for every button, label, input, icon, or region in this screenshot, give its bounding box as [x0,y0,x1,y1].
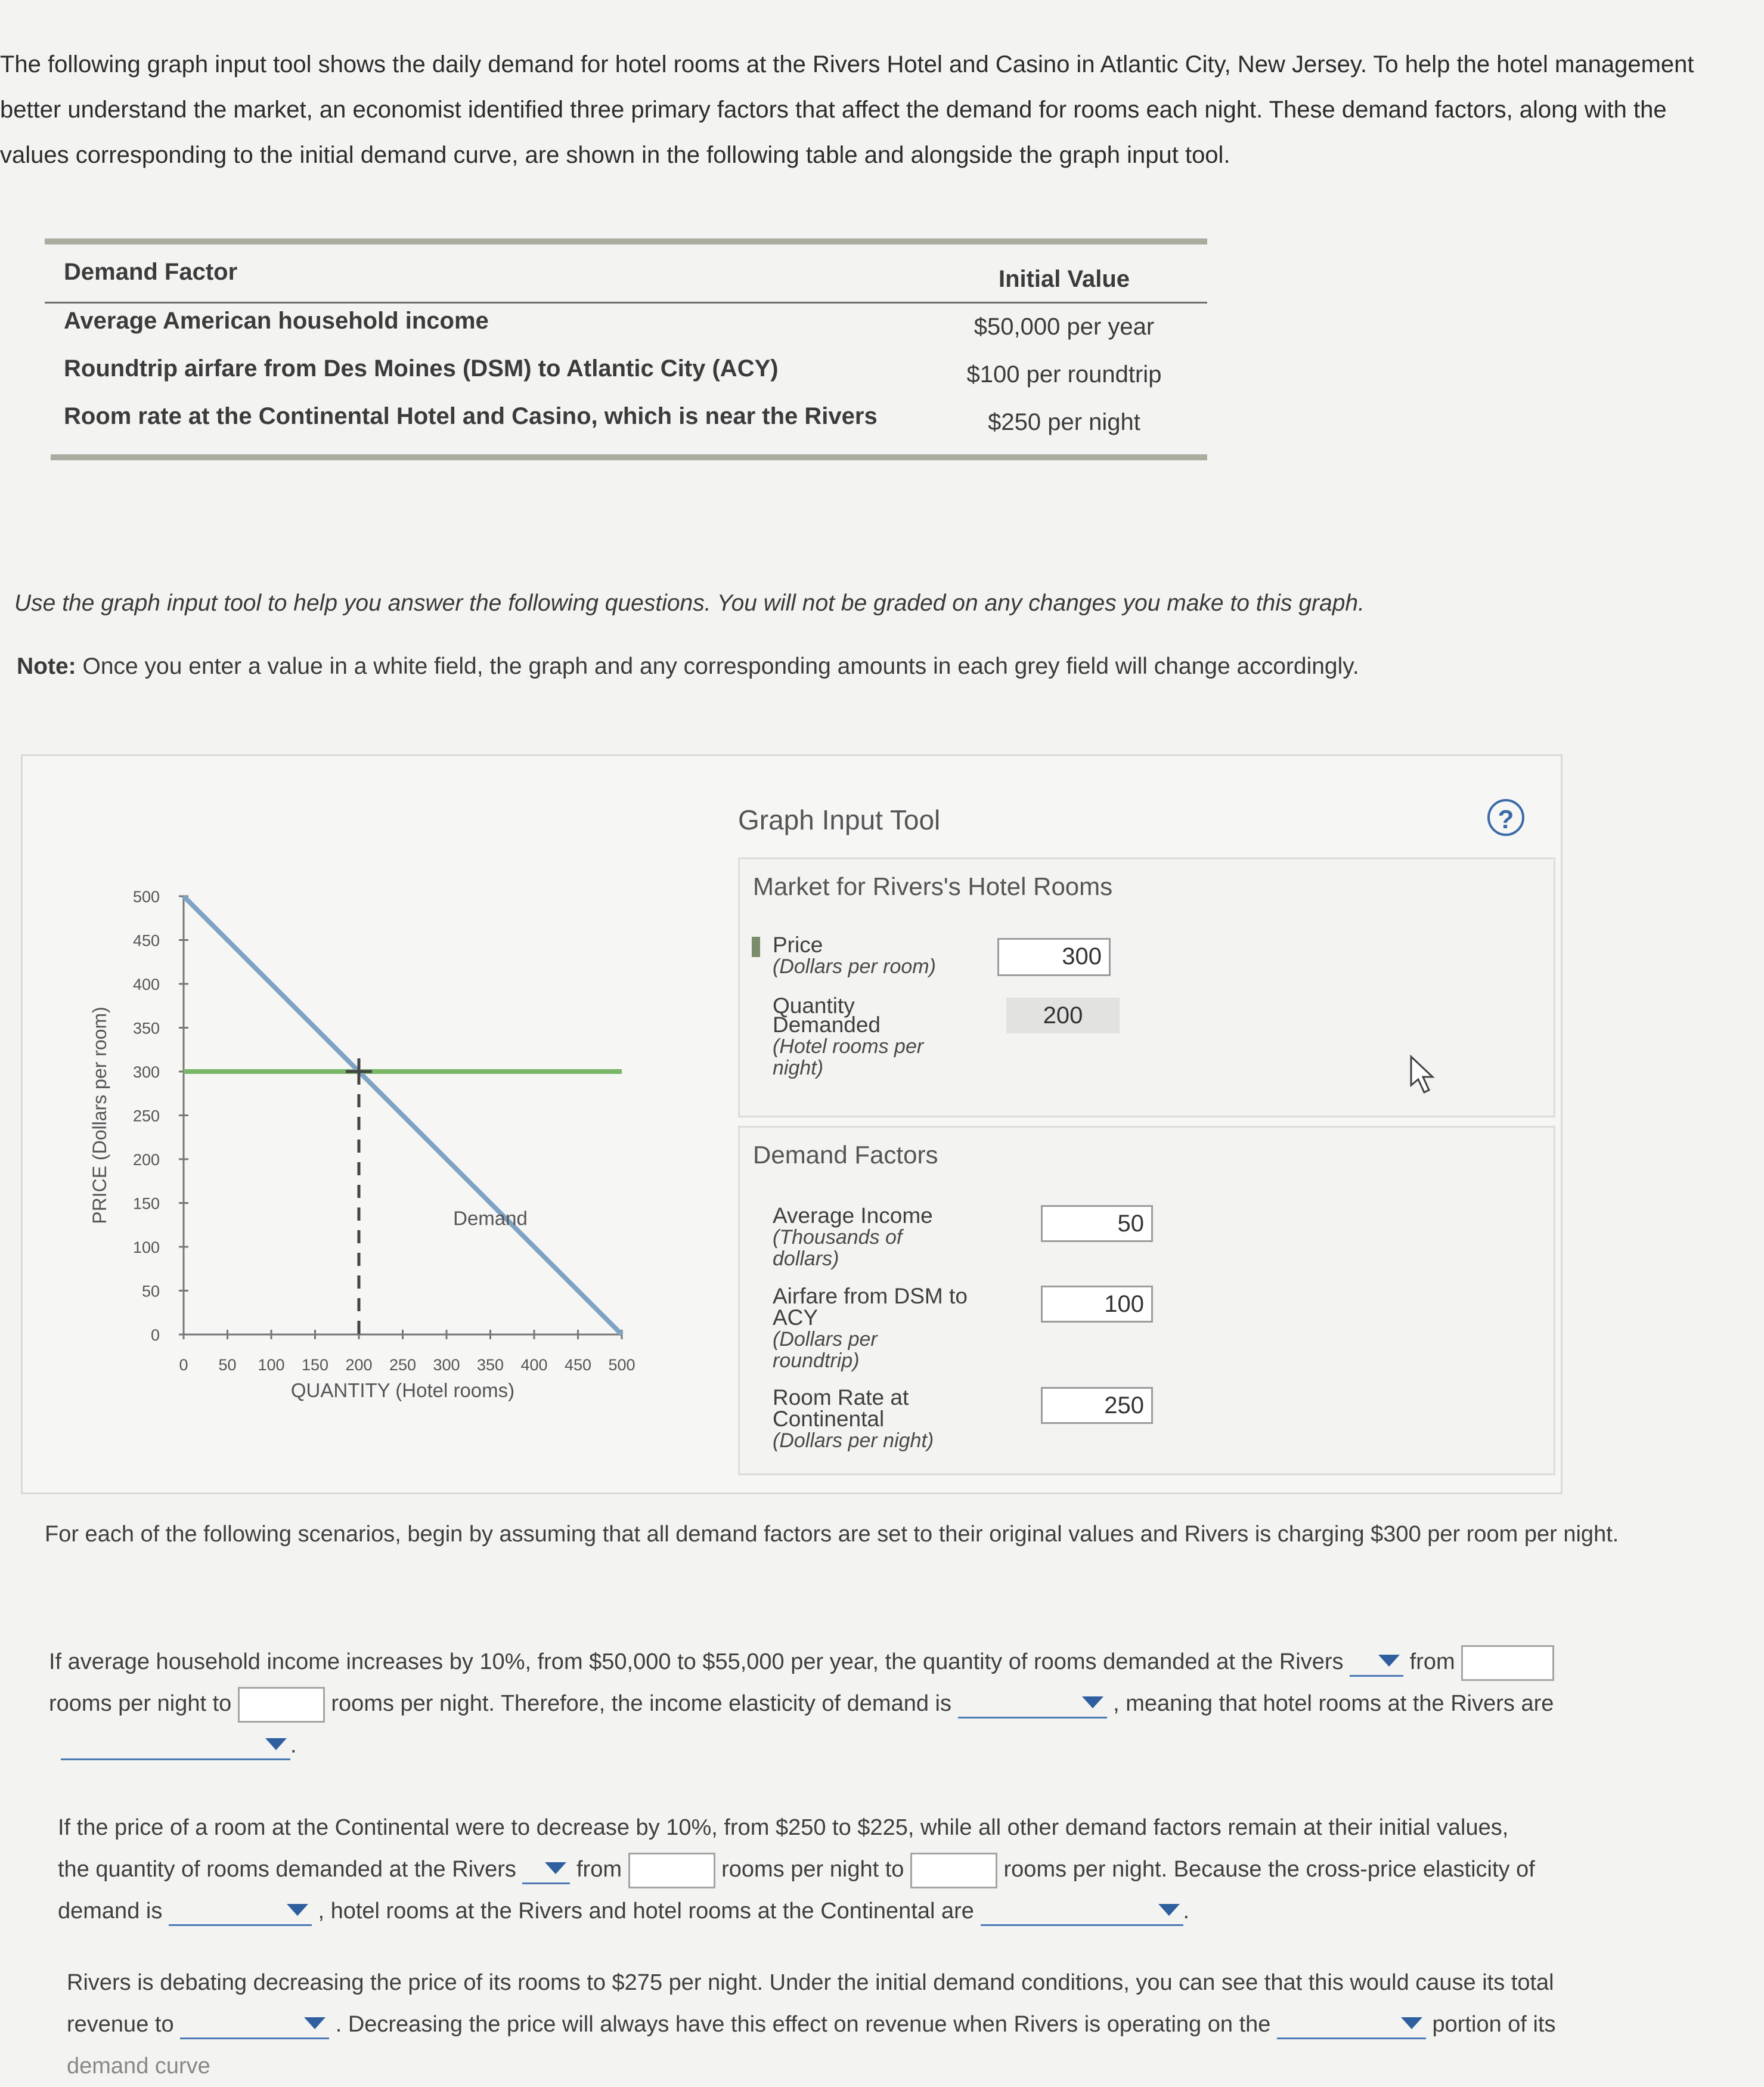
x-tick-label: 350 [476,1356,504,1374]
quantity-demanded-value: 200 [1006,998,1120,1033]
y-tick-label: 450 [132,931,160,950]
x-tick-label: 300 [433,1356,460,1374]
airfare-label-group [773,1286,968,1371]
table-header-factor: Demand Factor [64,259,238,285]
demand-chart[interactable] [35,792,726,1448]
airfare-input[interactable]: 100 [1041,1286,1153,1323]
table-rule-top [45,239,1207,244]
q2-text: , hotel rooms at the Rivers and hotel rooms at the Continental are [318,1899,974,1924]
q2-text: . [1183,1899,1190,1924]
q1-from-input[interactable] [1461,1645,1554,1681]
tool-title: Graph Input Tool [738,804,941,835]
cursor-icon [1409,1054,1439,1096]
x-tick-label: 150 [301,1356,329,1374]
room-rate-label-group [773,1387,934,1451]
q2-to-input[interactable] [910,1853,997,1888]
chevron-down-icon [265,1738,287,1750]
x-tick-label: 0 [179,1356,188,1374]
q2-elasticity-dropdown[interactable] [169,1898,312,1926]
airfare-label: ACY [773,1305,819,1330]
table-row-value: $50,000 per year [974,314,1155,340]
table-header-value: Initial Value [998,266,1130,292]
x-tick-label: 500 [608,1356,635,1374]
demand-line [184,896,622,1334]
price-marker-icon [752,937,760,957]
price-input[interactable]: 300 [997,938,1111,976]
q3-portion-dropdown[interactable] [1277,2011,1426,2039]
q2-relationship-dropdown[interactable] [981,1898,1183,1926]
y-tick-label: 150 [132,1194,160,1213]
y-tick-label: 0 [150,1326,160,1344]
chevron-down-icon [287,1904,308,1916]
table-rule-mid [45,302,1207,304]
y-tick-label: 200 [132,1151,160,1169]
q2-text: from [576,1857,622,1882]
q3-text: portion of its [1432,2012,1556,2037]
q1-good-type-dropdown[interactable] [61,1732,290,1760]
x-tick-label: 400 [520,1356,548,1374]
room-rate-input[interactable]: 250 [1041,1387,1153,1424]
airfare-sub: roundtrip) [773,1349,860,1372]
y-tick-label: 350 [132,1019,160,1038]
q3-text: Rivers is debating decreasing the price of its rooms to $275 per night. Under the initial demand conditions, you can see that this would cause its total [67,1970,1554,1995]
note-label: Note: [17,654,76,679]
room-rate-sub: (Dollars per night) [773,1429,934,1452]
price-label-group [773,934,936,977]
q2-from-input[interactable] [628,1853,715,1888]
q2-text: demand is [58,1899,163,1924]
y-axis-label: PRICE (Dollars per room) [89,1007,110,1224]
y-tick-label: 300 [132,1063,160,1081]
y-tick-label: 250 [132,1107,160,1125]
x-tick-label: 200 [345,1356,373,1374]
income-input[interactable]: 50 [1041,1205,1153,1242]
quantity-label: Demanded [773,1012,881,1037]
table-row-value: $250 per night [988,409,1140,435]
q1-text: rooms per night. Therefore, the income elasticity of demand is [331,1691,951,1716]
q2-direction-dropdown[interactable] [522,1856,570,1884]
quantity-label-group [773,995,923,1079]
airfare-label: Airfare from DSM to [773,1284,968,1308]
q3-revenue-dropdown[interactable] [180,2011,329,2039]
airfare-sub: (Dollars per [773,1328,878,1351]
q1-text: rooms per night to [49,1691,232,1716]
chevron-down-icon [1158,1904,1180,1916]
price-label: Price [773,933,823,957]
chevron-down-icon [1378,1655,1400,1667]
y-tick-label: 400 [132,976,160,993]
y-tick-label: 500 [132,888,160,906]
price-sub: (Dollars per room) [773,955,936,978]
market-title: Market for Rivers's Hotel Rooms [753,872,1113,900]
table-row-factor: Average American household income [64,308,489,334]
quantity-label: Quantity [773,993,855,1018]
chevron-down-icon [545,1862,566,1874]
demand-factors-panel [738,1126,1555,1475]
income-sub: dollars) [773,1247,839,1270]
q3-text: revenue to [67,2012,174,2037]
question-1 [49,1641,1736,1766]
table-rule-bottom [51,454,1207,460]
question-2 [58,1807,1745,1932]
instructions: Use the graph input tool to help you answer the following questions. You will not be graded on any changes you make to this graph. [14,590,1365,616]
x-tick-label: 450 [564,1356,592,1374]
q1-text: , meaning that hotel rooms at the Rivers are [1113,1691,1554,1716]
y-tick-label: 100 [132,1238,160,1256]
table-row-factor: Room rate at the Continental Hotel and Casino, which is near the Rivers [64,403,878,429]
table-row-value: $100 per roundtrip [966,361,1162,388]
x-tick-label: 250 [389,1356,417,1374]
x-axis-label: QUANTITY (Hotel rooms) [290,1379,515,1401]
demand-factor-table [45,239,1207,465]
q1-elasticity-dropdown[interactable] [958,1690,1107,1718]
q2-text: the quantity of rooms demanded at the Rivers [58,1857,516,1882]
income-label: Average Income [773,1203,933,1228]
income-label-group [773,1205,933,1269]
room-rate-label: Continental [773,1407,885,1431]
q2-text: If the price of a room at the Continental were to decrease by 10%, from $250 to $225, while all other demand factors remain at their initial values, [58,1815,1509,1840]
y-tick-label: 50 [141,1282,160,1300]
note [17,654,1359,680]
q1-text: If average household income increases by 10%, from $50,000 to $55,000 per year, the quantity of rooms demanded at the Rivers [49,1649,1344,1674]
q3-text: demand curve [67,2054,210,2079]
graph-input-tool [21,754,1563,1494]
q1-text: from [1409,1649,1455,1674]
q2-text: rooms per night to [721,1857,904,1882]
chevron-down-icon [1401,2017,1422,2029]
demand-label: Demand [453,1207,528,1230]
chevron-down-icon [1082,1696,1103,1708]
intro-paragraph: The following graph input tool shows the daily demand for hotel rooms at the Rivers Hotel and Casino in Atlantic City, New Jersey. To help the hotel management better understand the market, an economist identified three primary factors that affect the demand for rooms each night. These demand factors, along with the values corresponding to the initial demand curve, are shown in the following table and alongside the graph input tool. [0,51,1694,168]
q1-text: . [290,1733,297,1758]
q1-to-input[interactable] [238,1687,325,1723]
x-tick-label: 50 [218,1356,237,1374]
help-icon[interactable]: ? [1487,799,1524,836]
quantity-sub: night) [773,1057,824,1079]
factors-title: Demand Factors [753,1141,938,1169]
question-3 [67,1962,1754,2087]
q2-text: rooms per night. Because the cross-price elasticity of [1003,1857,1535,1882]
income-sub: (Thousands of [773,1226,903,1249]
scenario-intro: For each of the following scenarios, begin by assuming that all demand factors are set to their original values and Rivers is charging $300 per room per night. [45,1522,1619,1547]
quantity-sub: (Hotel rooms per [773,1035,924,1058]
table-row-factor: Roundtrip airfare from Des Moines (DSM) to Atlantic City (ACY) [64,355,779,382]
q3-text: . Decreasing the price will always have this effect on revenue when Rivers is operating on the [335,2012,1271,2037]
q1-direction-dropdown[interactable] [1350,1649,1403,1677]
note-text: Once you enter a value in a white field, the graph and any corresponding amounts in each grey field will change accordingly. [82,654,1359,679]
room-rate-label: Room Rate at [773,1385,909,1410]
x-tick-label: 100 [258,1356,285,1374]
chevron-down-icon [304,2017,325,2029]
